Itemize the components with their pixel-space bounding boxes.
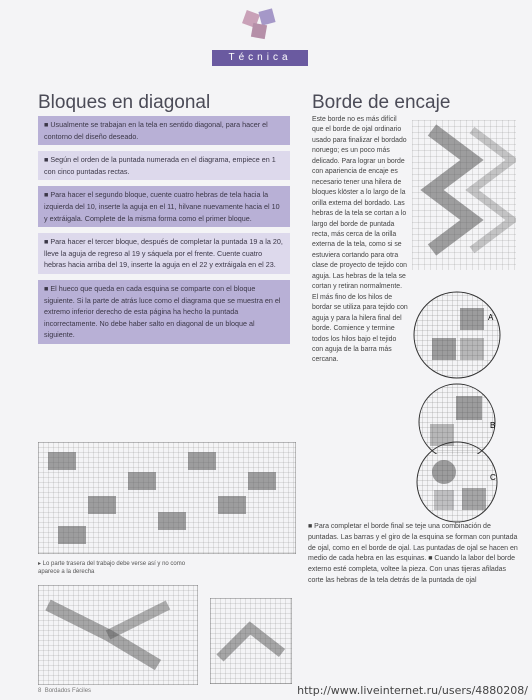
- paragraph: ■ Para hacer el segundo bloque, cuente cuatro hebras de tela hacia la izquierda del 10, inserte la aguja en el 11, hilvane nuevamente hacia el 10 y extráigala. Complete de la misma forma como el primer bloque.: [38, 186, 290, 227]
- watermark-url: http://www.liveinternet.ru/users/4880208/: [297, 684, 528, 697]
- right-bottom-text: ■ Para completar el borde final se teje una combinación de puntadas. Las barras y el giro de la esquina se forman con puntada de ojal, como en el borde de ojal. Las puntadas de ojal se hacen en medio de cada hebra en las esquinas. ■ Cuando la labor del borde externo esté completa, voltee la pieza. Con unas tijeras afiladas corte las hebras de la tela detrás de la puntada de ojal: [308, 523, 518, 584]
- zigzag-grid-diagram: [412, 120, 516, 270]
- paragraph: ■ Usualmente se trabajan en la tela en sentido diagonal, para hacer el contorno del diseño deseado.: [38, 116, 290, 145]
- back-grid-correct: [38, 585, 198, 685]
- paragraph: ■ El hueco que queda en cada esquina se comparte con el bloque siguiente. Si la parte de atrás luce como el diagrama que se muestra en el extremo inferior derecho de esta página ha hecho la puntada incorrectamente. No debe haber salto en diagonal de un bloque al siguiente.: [38, 280, 290, 344]
- paragraph: ■ Para hacer el tercer bloque, después de completar la puntada 19 a la 20, lleve la aguja de regreso al 19 y sáquela por el frente. Cuente cuatro hebras hacia arriba del 19, inserte la aguja en el 22 y extráigala en el 23.: [38, 233, 290, 274]
- back-grid-incorrect: [210, 598, 292, 684]
- magazine-name: Bordados Fáciles: [44, 688, 92, 694]
- diagram-label-a: A: [488, 313, 494, 322]
- blocks-grid-diagram: [38, 442, 296, 554]
- circle-diagram-1: [412, 290, 502, 380]
- right-title: Borde de encaje: [312, 92, 451, 113]
- back-note: ▸ Lo parte trasera del trabajo debe verse así y no como aparece a la derecha: [38, 561, 186, 575]
- section-tag: Técnica: [212, 50, 308, 66]
- diagram-label-b: B: [490, 421, 496, 430]
- technique-logo: [230, 6, 290, 46]
- circle-diagram-3: [412, 440, 502, 524]
- paragraph: ■ Según el orden de la puntada numerada en el diagrama, empiece en 1 con cinco puntadas rectas.: [38, 151, 290, 180]
- page-number: 8: [38, 688, 42, 694]
- diagram-label-c: C: [490, 473, 496, 482]
- page-footer: [38, 688, 91, 694]
- instructions-box: [38, 116, 290, 344]
- left-title: Bloques en diagonal: [38, 92, 211, 113]
- right-body-text: Este borde no es más difícil que el borde de ojal ordinario usado para finalizar el bordado noruego; es un poco más delicado. Para lograr un borde con apariencia de encaje es necesario tener una hilera de bloques klöster a lo largo de la orilla externa del bordado. Las hebras de la tela se cortan a lo largo del borde de puntada recta, más cerca de la orilla externa de la tela, como si se estuviera cortando para otra clase de proyecto de tejido con aguja. Las hebras de la tela se cortan y retiran normalmente. El más fino de los hilos de bordar se utiliza para tejido con aguja y para la hilera final del borde. Comience y termine todos los hilos bajo el tejido con aguja de la barra más cercana.: [312, 116, 408, 364]
